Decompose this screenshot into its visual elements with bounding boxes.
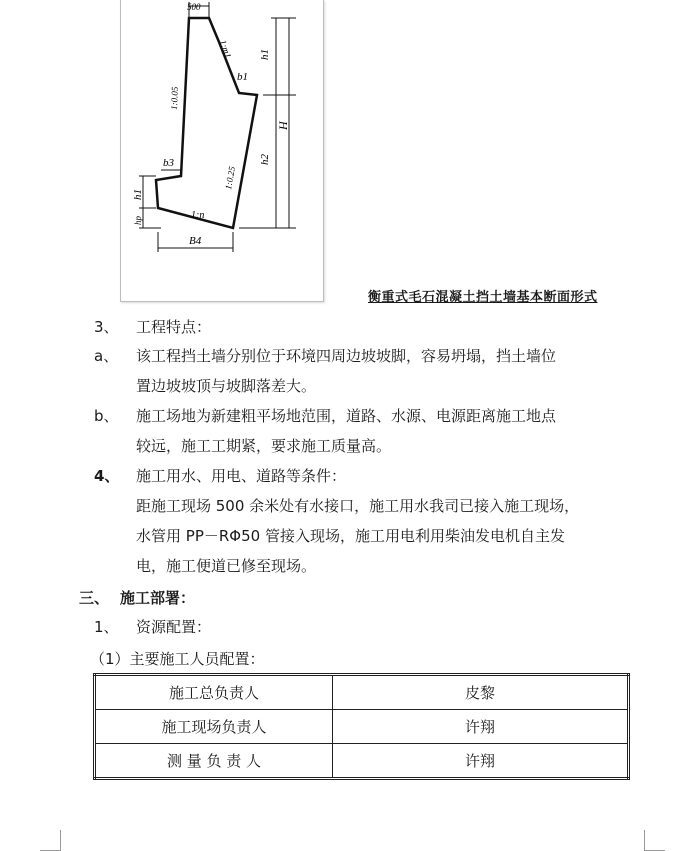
item-a-line-2: 置边坡坡顶与坡脚落差大。 <box>136 377 317 395</box>
section-4-line-2: 水管用 PP－RΦ50 管接入现场，施工用电利用柴油发电机自主发 <box>136 527 565 545</box>
staff-table <box>93 673 630 780</box>
part-3-number: 三、 <box>79 589 110 607</box>
section-4-line-3: 电，施工便道已修至现场。 <box>136 557 317 575</box>
staff-name-cell: 皮黎 <box>333 675 629 710</box>
label-toe-height: h1 <box>132 189 144 200</box>
staff-role-cell: 测 量 负 责 人 <box>95 744 333 779</box>
staff-role-cell: 施工现场负责人 <box>95 710 333 744</box>
wall-outline <box>156 18 257 228</box>
label-base-height: hp <box>133 216 143 225</box>
label-base-slope: 1:n <box>191 210 205 221</box>
wall-section-drawing <box>121 0 323 301</box>
table-row <box>95 744 629 779</box>
staff-role-cell: 施工总负责人 <box>95 675 333 710</box>
item-a-line-1: 该工程挡土墙分别位于环境四周边坡坡脚，容易坍塌，挡土墙位 <box>136 347 557 365</box>
part-3-title: 施工部署： <box>120 589 196 607</box>
label-step-upper: b1 <box>237 71 248 83</box>
section-3-number: 3、 <box>94 318 119 336</box>
item-b-marker: b、 <box>94 407 119 425</box>
section-4-title: 施工用水、用电、道路等条件： <box>136 467 347 485</box>
item-b-line-2: 较远，施工工期紧，要求施工质量高。 <box>136 437 392 455</box>
section-4-number: 4、 <box>94 467 120 485</box>
label-slope-front: 1:0.05 <box>169 86 180 111</box>
label-height-total: H <box>276 121 290 130</box>
figure-caption: 衡重式毛石混凝土挡土墙基本断面形式 <box>368 290 598 305</box>
item-b-line-1: 施工场地为新建粗平场地范围，道路、水源、电源距离施工地点 <box>136 407 557 425</box>
page-corner-mark-left <box>40 830 61 851</box>
table-row <box>95 675 629 710</box>
table-row <box>95 710 629 744</box>
staff-name-cell: 许翔 <box>333 744 629 779</box>
label-top-width: 500 <box>187 2 201 12</box>
label-step-lower: b3 <box>163 157 174 169</box>
subsection-1-title: 资源配置： <box>136 618 212 636</box>
section-3-title: 工程特点： <box>136 318 212 336</box>
staff-config-heading: （1）主要施工人员配置： <box>90 650 265 668</box>
label-slope-back: 1:0.25 <box>223 165 238 191</box>
label-slope-top: 1:m1 <box>217 38 234 60</box>
subsection-1-number: 1、 <box>94 618 119 636</box>
page-corner-mark-right <box>644 830 665 851</box>
label-height-upper: h1 <box>259 49 271 60</box>
wall-section-figure <box>120 0 324 302</box>
section-4-line-1: 距施工现场 500 余米处有水接口，施工用水我司已接入施工现场， <box>136 497 580 515</box>
label-base-width: B4 <box>189 235 202 247</box>
item-a-marker: a、 <box>94 347 119 365</box>
staff-name-cell: 许翔 <box>333 710 629 744</box>
label-height-lower: h2 <box>259 154 271 165</box>
